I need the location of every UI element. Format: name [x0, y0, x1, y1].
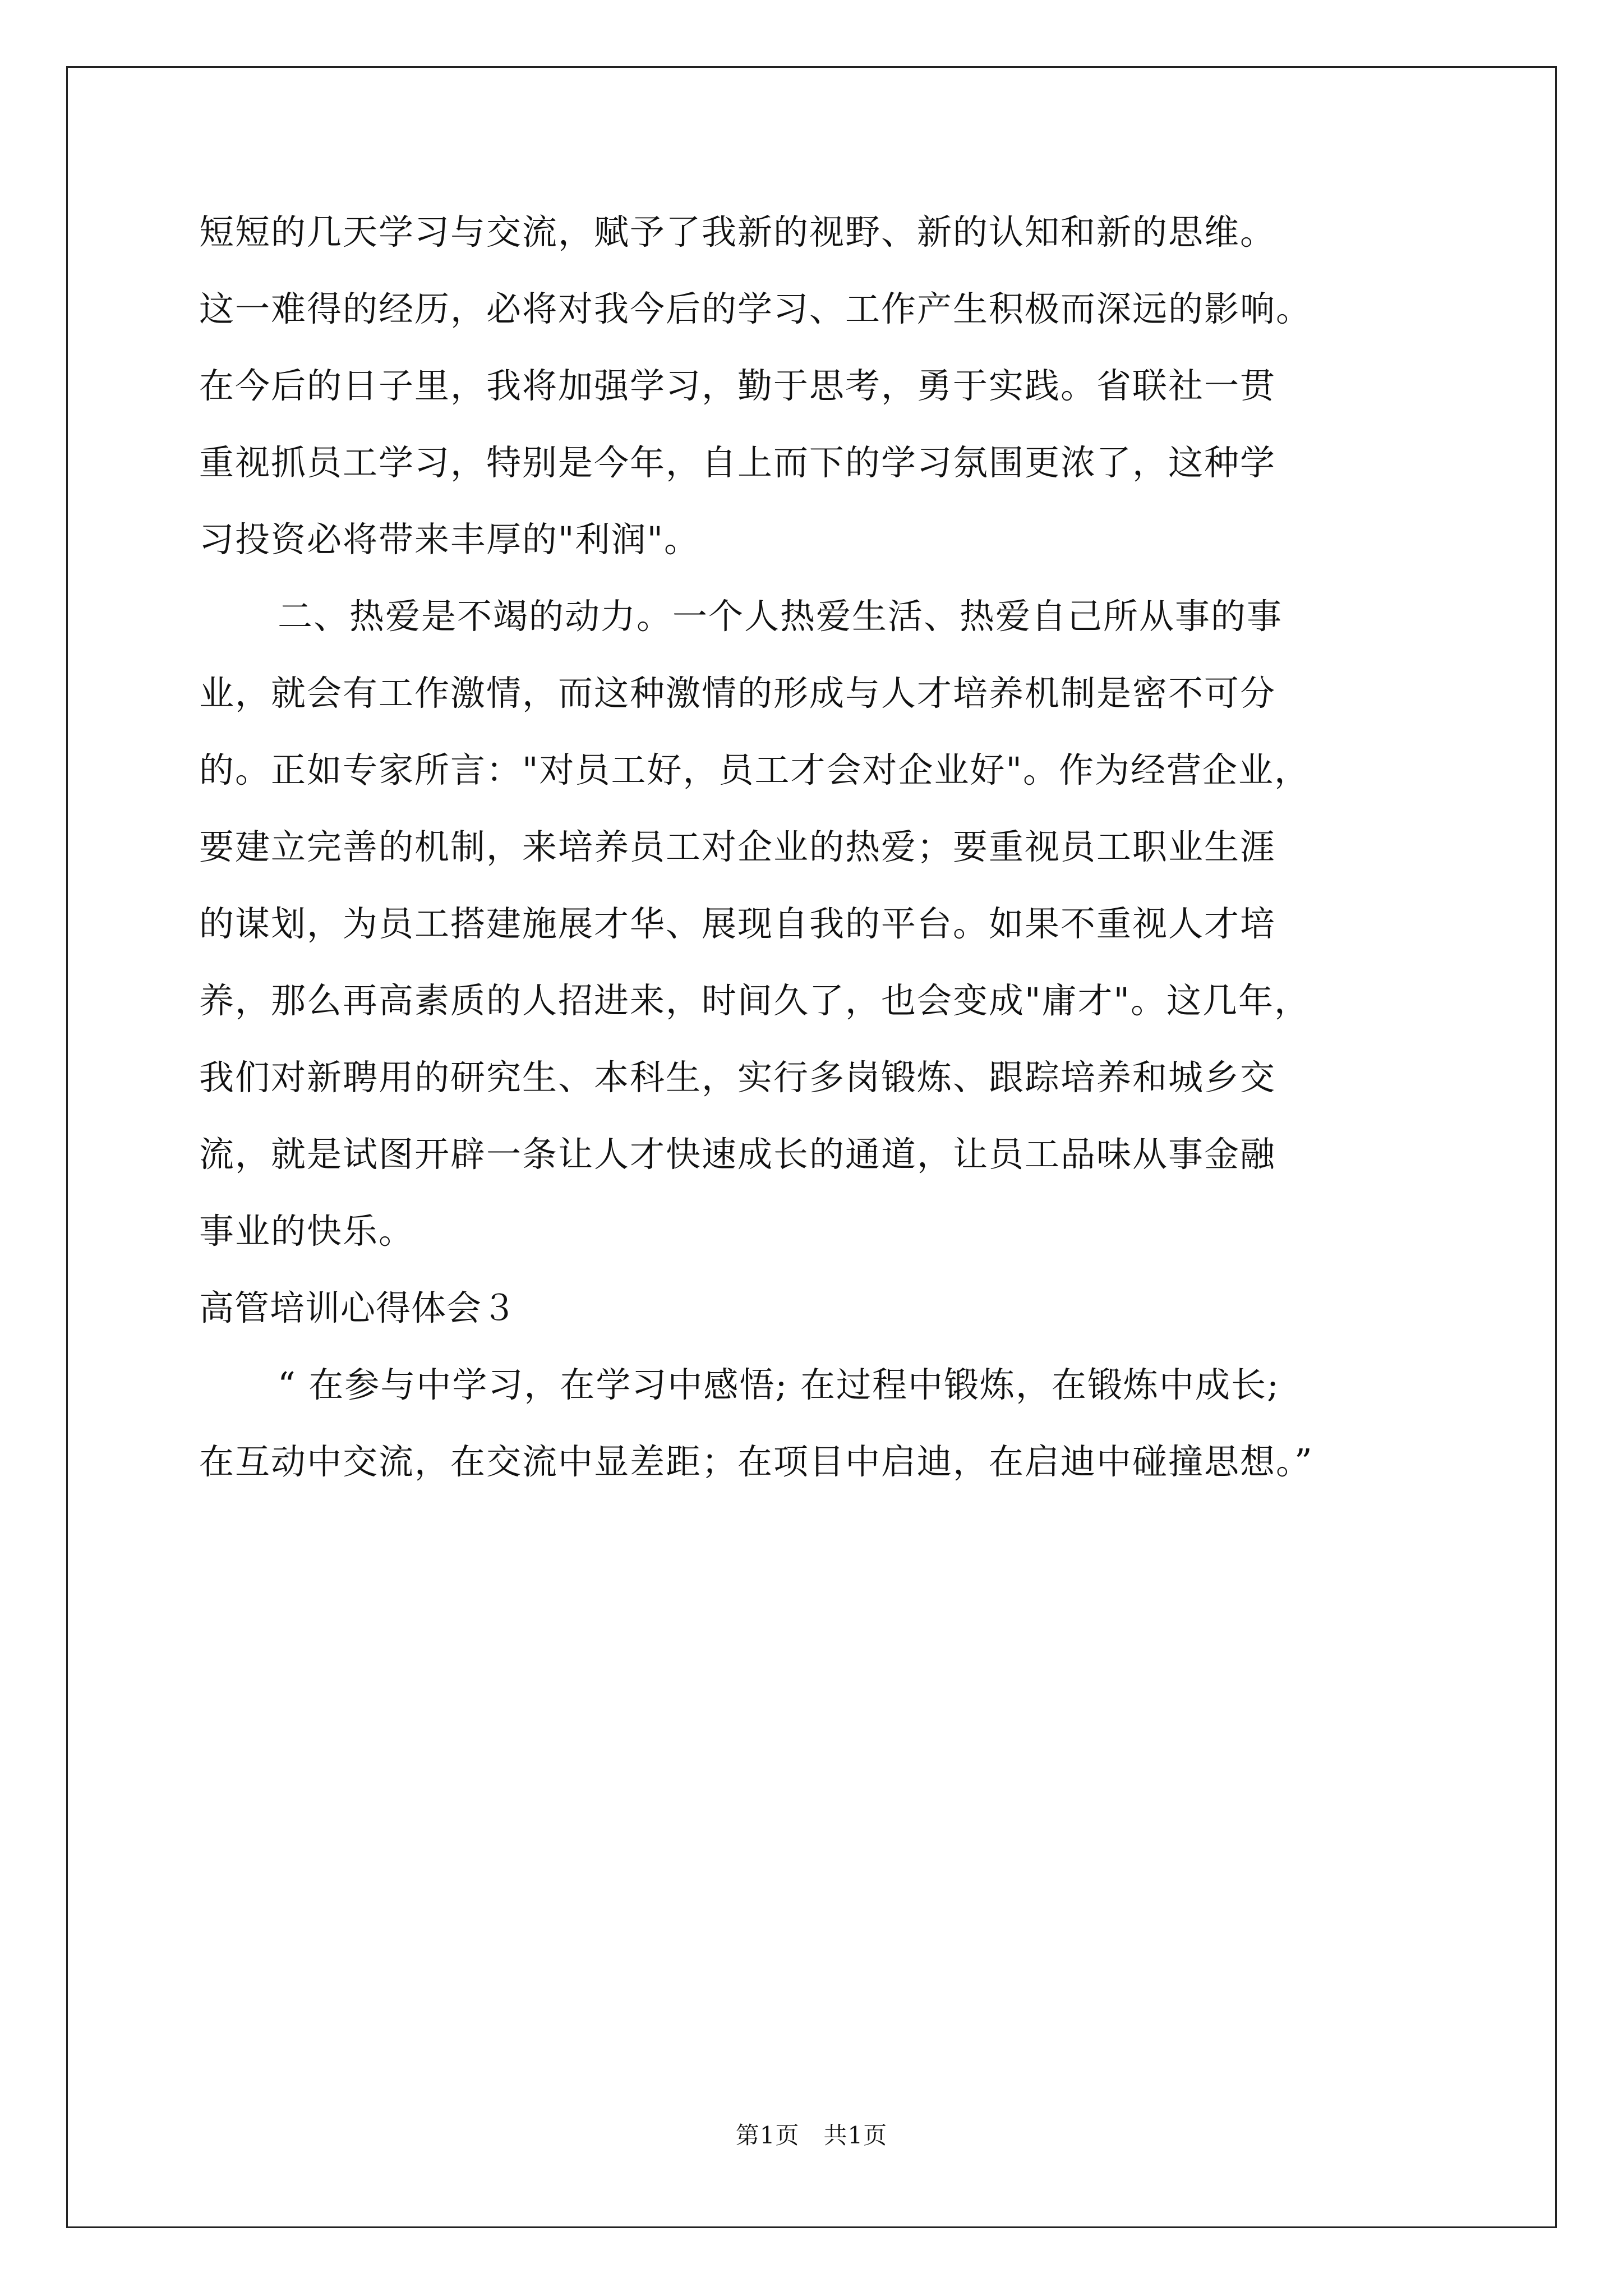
paragraph-line: 流，就是试图开辟一条让人才快速成长的通道，让员工品味从事金融 — [199, 1134, 1276, 1175]
paragraph-line: 事业的快乐。 — [199, 1211, 415, 1251]
paragraph-first-line: 二、热爱是不竭的动力。一个人热爱生活、热爱自己所从事的事 — [278, 596, 1283, 637]
paragraph-first-line: “ 在参与中学习，在学习中感悟; 在过程中锻炼，在锻炼中成长; — [278, 1364, 1280, 1405]
paragraph-line: 在互动中交流，在交流中显差距；在项目中启迪，在启迪中碰撞思想。” — [199, 1441, 1313, 1482]
paragraph-line: 习投资必将带来丰厚的"利润"。 — [199, 519, 700, 560]
paragraph-line: 要建立完善的机制，来培养员工对企业的热爱；要重视员工职业生涯 — [199, 826, 1276, 867]
section-heading: 高管培训心得体会３ — [199, 1287, 518, 1328]
paragraph-line: 的。正如专家所言："对员工好，员工才会对企业好"。作为经营企业， — [199, 749, 1311, 790]
paragraph-line: 的谋划，为员工搭建施展才华、展现自我的平台。如果不重视人才培 — [199, 903, 1276, 944]
page-number-footer: 第1页 共1页 — [735, 2122, 888, 2149]
paragraph-line: 短短的几天学习与交流，赋予了我新的视野、新的认知和新的思维。 — [199, 211, 1276, 252]
paragraph-line: 我们对新聘用的研究生、本科生，实行多岗锻炼、跟踪培养和城乡交 — [199, 1057, 1276, 1098]
paragraph-line: 养，那么再高素质的人招进来，时间久了，也会变成"庸才"。这几年， — [199, 980, 1311, 1021]
paragraph-line: 重视抓员工学习，特别是今年，自上而下的学习氛围更浓了，这种学 — [199, 442, 1276, 483]
paragraph-line: 在今后的日子里，我将加强学习，勤于思考，勇于实践。省联社一贯 — [199, 365, 1276, 406]
paragraph-line: 这一难得的经历，必将对我今后的学习、工作产生积极而深远的影响。 — [199, 288, 1312, 329]
paragraph-line: 业，就会有工作激情，而这种激情的形成与人才培养机制是密不可分 — [199, 673, 1276, 714]
